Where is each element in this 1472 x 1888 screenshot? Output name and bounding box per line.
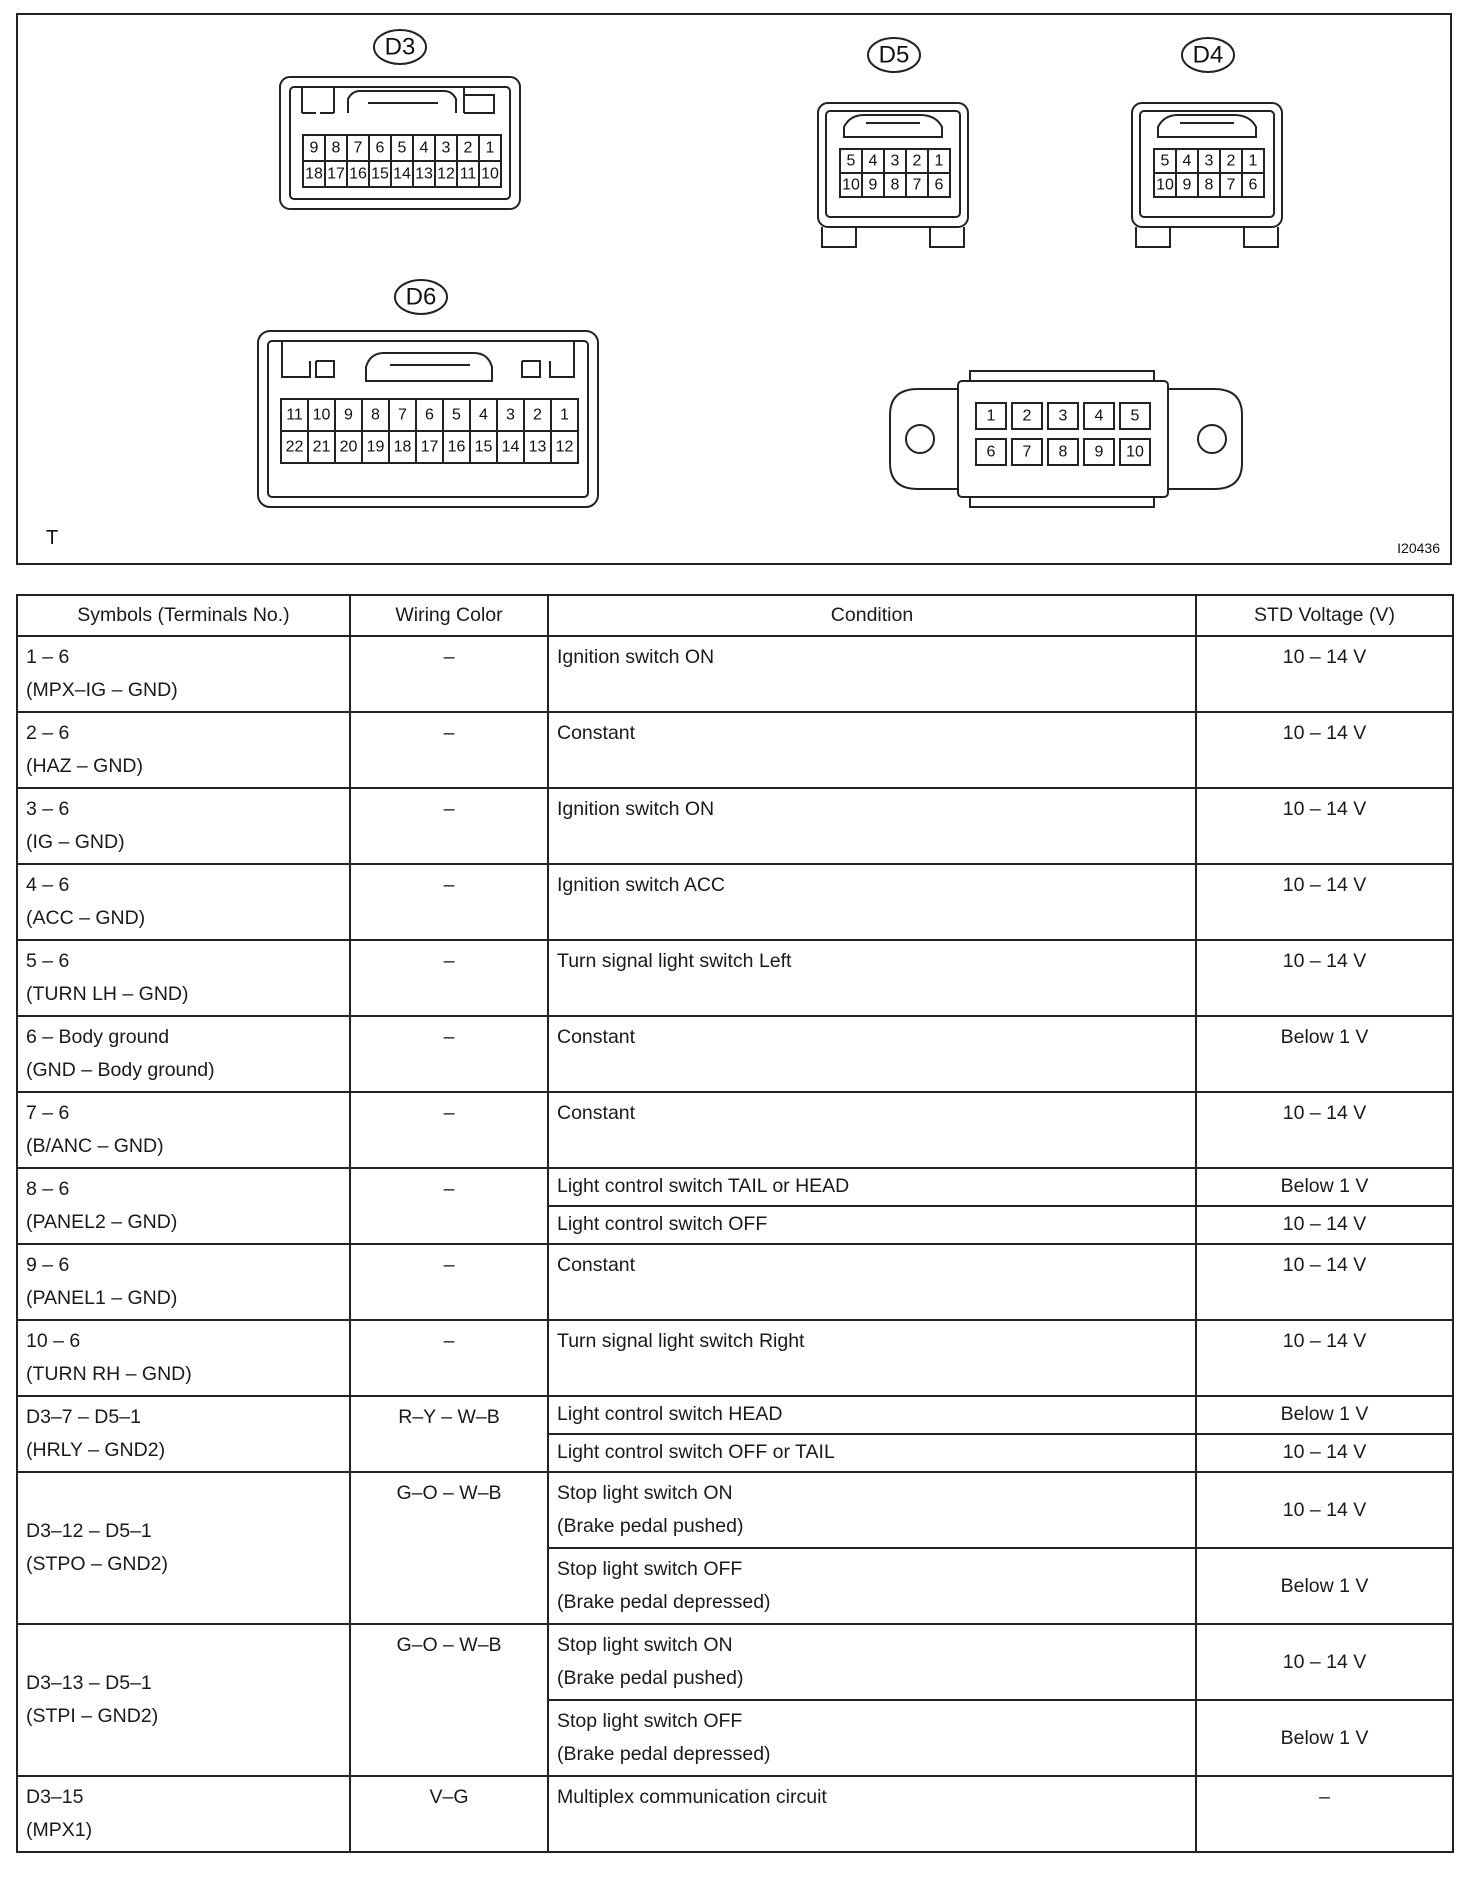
terminal-symbol-cell — [17, 940, 350, 1016]
wiring-color: V–G — [429, 1786, 469, 1808]
terminal-symbol-cell — [17, 1092, 350, 1168]
terminal-symbol: (HAZ – GND) — [26, 755, 143, 777]
condition-cell — [548, 1244, 1196, 1320]
terminal-number: 2 — [463, 139, 473, 157]
terminal-number: 16 — [349, 165, 367, 183]
terminal-number: 19 — [366, 438, 385, 456]
wiring-color: – — [443, 1026, 455, 1048]
std-voltage: 10 – 14 V — [1282, 646, 1367, 668]
terminal-number: 10 — [1156, 176, 1174, 194]
terminal-number: 2 — [1226, 152, 1236, 170]
connector-label: D4 — [1192, 41, 1224, 69]
condition-text: Light control switch HEAD — [557, 1403, 783, 1425]
connector-drawing — [18, 15, 1450, 563]
terminal-number: 13 — [528, 438, 547, 456]
condition-cell — [548, 1472, 1196, 1548]
wiring-color-cell — [350, 1472, 548, 1624]
table-row — [17, 1092, 1453, 1168]
condition-text: (Brake pedal pushed) — [557, 1667, 744, 1689]
std-voltage-cell — [1196, 1244, 1453, 1320]
terminal-symbol: 3 – 6 — [26, 798, 70, 820]
terminal-symbol: 9 – 6 — [26, 1254, 70, 1276]
terminal-symbol: (B/ANC – GND) — [26, 1135, 164, 1157]
condition-cell — [548, 940, 1196, 1016]
condition-cell — [548, 712, 1196, 788]
condition-text: Light control switch OFF or TAIL — [557, 1441, 835, 1463]
header-std-voltage: STD Voltage (V) — [1196, 595, 1453, 636]
table-row — [17, 1320, 1453, 1396]
condition-cell — [548, 1206, 1196, 1244]
terminal-number: 9 — [1182, 176, 1192, 194]
terminal-symbol: (IG – GND) — [26, 831, 125, 853]
terminal-number: 2 — [1022, 407, 1032, 425]
terminal-symbol: 2 – 6 — [26, 722, 70, 744]
wiring-color: G–O – W–B — [396, 1634, 502, 1656]
terminal-number: 7 — [1022, 443, 1032, 461]
terminal-number: 20 — [339, 438, 358, 456]
terminal-number: 11 — [459, 165, 477, 183]
terminal-number: 17 — [327, 165, 345, 183]
wiring-color-cell — [350, 1244, 548, 1320]
terminal-symbol-cell — [17, 636, 350, 712]
terminal-number: 9 — [1094, 443, 1104, 461]
condition-cell — [548, 864, 1196, 940]
terminal-symbol: 6 – Body ground — [26, 1026, 170, 1048]
terminal-number: 13 — [415, 165, 433, 183]
std-voltage: Below 1 V — [1280, 1403, 1369, 1425]
terminal-number: 2 — [533, 406, 542, 424]
condition-text: Multiplex communication circuit — [557, 1786, 827, 1808]
terminal-number: 4 — [479, 406, 488, 424]
terminal-symbol: 7 – 6 — [26, 1102, 70, 1124]
terminal-symbol: (ACC – GND) — [26, 907, 146, 929]
terminal-number: 16 — [447, 438, 466, 456]
std-voltage-cell — [1196, 864, 1453, 940]
condition-text: Constant — [557, 1102, 636, 1124]
terminal-symbol: (GND – Body ground) — [26, 1059, 215, 1081]
condition-cell — [548, 1396, 1196, 1434]
table-row — [17, 1244, 1453, 1320]
terminal-number: 15 — [371, 165, 389, 183]
terminal-number: 12 — [437, 165, 455, 183]
terminal-number: 4 — [868, 152, 878, 170]
table-row — [17, 1168, 1453, 1206]
condition-text: Stop light switch ON — [557, 1482, 733, 1504]
wiring-color-cell — [350, 636, 548, 712]
condition-text: Light control switch OFF — [557, 1213, 768, 1235]
terminal-number: 7 — [353, 139, 363, 157]
table-row — [17, 1776, 1453, 1852]
condition-text: Constant — [557, 1254, 636, 1276]
std-voltage: Below 1 V — [1280, 1726, 1369, 1749]
wiring-color-cell — [350, 1016, 548, 1092]
wiring-color-cell — [350, 1396, 548, 1472]
condition-text: Constant — [557, 722, 636, 744]
condition-cell — [548, 1548, 1196, 1624]
table-row — [17, 788, 1453, 864]
std-voltage-cell — [1196, 1168, 1453, 1206]
table-row — [17, 712, 1453, 788]
std-voltage-cell — [1196, 1776, 1453, 1852]
condition-text: Stop light switch OFF — [557, 1558, 743, 1580]
wiring-color: – — [443, 874, 455, 896]
terminal-symbol: 10 – 6 — [26, 1330, 81, 1352]
terminal-symbol-cell — [17, 1244, 350, 1320]
terminal-number: 7 — [912, 176, 922, 194]
terminal-number: 10 — [1126, 443, 1144, 461]
wiring-color: G–O – W–B — [396, 1482, 502, 1504]
connector-label: D3 — [384, 33, 416, 61]
terminal-symbol: (MPX1) — [26, 1819, 93, 1841]
header-wiring-color: Wiring Color — [350, 595, 548, 636]
std-voltage-cell — [1196, 788, 1453, 864]
wiring-color-cell — [350, 1776, 548, 1852]
terminal-number: 14 — [393, 165, 411, 183]
wiring-color: – — [443, 646, 455, 668]
terminal-symbol: (PANEL1 – GND) — [26, 1287, 178, 1309]
terminal-symbol-cell — [17, 1396, 350, 1472]
header-symbols: Symbols (Terminals No.) — [17, 595, 350, 636]
terminal-symbol-cell — [17, 1168, 350, 1244]
std-voltage-cell — [1196, 1624, 1453, 1700]
terminal-symbol-cell — [17, 864, 350, 940]
condition-cell — [548, 1320, 1196, 1396]
condition-text: Turn signal light switch Right — [557, 1330, 805, 1352]
condition-text: Ignition switch ON — [557, 646, 715, 668]
terminal-number: 9 — [868, 176, 878, 194]
terminal-voltage-table — [16, 594, 1454, 1853]
terminal-symbol-cell — [17, 712, 350, 788]
std-voltage: 10 – 14 V — [1282, 1213, 1367, 1235]
terminal-symbol: D3–7 – D5–1 — [26, 1406, 141, 1428]
std-voltage: 10 – 14 V — [1282, 1330, 1367, 1352]
terminal-number: 18 — [305, 165, 323, 183]
std-voltage-cell — [1196, 1320, 1453, 1396]
terminal-number: 7 — [398, 406, 407, 424]
std-voltage: Below 1 V — [1280, 1026, 1369, 1048]
condition-cell — [548, 636, 1196, 712]
terminal-number: 18 — [393, 438, 412, 456]
condition-text: Stop light switch OFF — [557, 1710, 743, 1732]
table-row — [17, 1016, 1453, 1092]
terminal-number: 8 — [1058, 443, 1068, 461]
terminal-symbol-cell — [17, 1016, 350, 1092]
terminal-symbol: D3–12 – D5–1 — [26, 1520, 152, 1542]
figure-id: I20436 — [1397, 540, 1440, 556]
terminal-number: 10 — [312, 406, 331, 424]
wiring-color: – — [443, 798, 455, 820]
std-voltage: 10 – 14 V — [1282, 722, 1367, 744]
std-voltage-cell — [1196, 636, 1453, 712]
terminal-number: 5 — [1130, 407, 1140, 425]
condition-cell — [548, 1092, 1196, 1168]
wiring-color: – — [443, 722, 455, 744]
std-voltage: 10 – 14 V — [1282, 1441, 1367, 1463]
std-voltage: Below 1 V — [1280, 1574, 1369, 1597]
wiring-color: – — [443, 1102, 455, 1124]
terminal-symbol-cell — [17, 1472, 350, 1624]
wiring-color: – — [443, 1330, 455, 1352]
condition-cell — [548, 1434, 1196, 1472]
terminal-number: 9 — [344, 406, 353, 424]
std-voltage-cell — [1196, 1434, 1453, 1472]
condition-cell — [548, 1168, 1196, 1206]
condition-cell — [548, 1624, 1196, 1700]
wiring-color-cell — [350, 1168, 548, 1244]
terminal-number: 3 — [506, 406, 515, 424]
terminal-number: 1 — [560, 406, 569, 424]
connector-label: D5 — [878, 41, 910, 69]
wiring-color: – — [443, 1178, 455, 1200]
terminal-number: 15 — [474, 438, 493, 456]
terminal-symbol-cell — [17, 1624, 350, 1776]
terminal-number: 8 — [890, 176, 900, 194]
terminal-number: 5 — [1160, 152, 1170, 170]
std-voltage: Below 1 V — [1280, 1175, 1369, 1197]
terminal-symbol: (STPO – GND2) — [26, 1553, 168, 1575]
std-voltage: 10 – 14 V — [1282, 798, 1367, 820]
terminal-number: 10 — [842, 176, 860, 194]
terminal-symbol: (TURN LH – GND) — [26, 983, 189, 1005]
terminal-number: 11 — [286, 406, 303, 424]
corner-mark: T — [46, 527, 59, 549]
std-voltage: 10 – 14 V — [1282, 1102, 1367, 1124]
wiring-color: – — [443, 1254, 455, 1276]
table-row — [17, 1624, 1453, 1700]
table-row — [17, 1396, 1453, 1434]
terminal-number: 8 — [371, 406, 380, 424]
wiring-color-cell — [350, 864, 548, 940]
terminal-number: 14 — [501, 438, 520, 456]
terminal-number: 4 — [1182, 152, 1192, 170]
condition-text: Ignition switch ON — [557, 798, 715, 820]
terminal-number: 3 — [1204, 152, 1214, 170]
wiring-color-cell — [350, 940, 548, 1016]
condition-text: Stop light switch ON — [557, 1634, 733, 1656]
terminal-number: 6 — [934, 176, 944, 194]
terminal-number: 4 — [1094, 407, 1104, 425]
connector-diagram — [16, 13, 1452, 565]
terminal-symbol: D3–15 — [26, 1786, 84, 1808]
connector-label: D6 — [405, 283, 437, 311]
terminal-symbol-cell — [17, 1776, 350, 1852]
wiring-color: R–Y – W–B — [398, 1406, 500, 1428]
terminal-number: 6 — [375, 139, 385, 157]
terminal-number: 21 — [312, 438, 331, 456]
condition-cell — [548, 1016, 1196, 1092]
std-voltage-cell — [1196, 1700, 1453, 1776]
std-voltage: 10 – 14 V — [1282, 1498, 1367, 1521]
std-voltage-cell — [1196, 1396, 1453, 1434]
table-row — [17, 864, 1453, 940]
std-voltage: 10 – 14 V — [1282, 874, 1367, 896]
terminal-symbol: (STPI – GND2) — [26, 1705, 159, 1727]
terminal-symbol: (HRLY – GND2) — [26, 1439, 166, 1461]
terminal-number: 5 — [452, 406, 461, 424]
terminal-number: 3 — [1058, 407, 1068, 425]
wiring-color-cell — [350, 1320, 548, 1396]
terminal-symbol: 4 – 6 — [26, 874, 70, 896]
condition-cell — [548, 788, 1196, 864]
terminal-number: 1 — [986, 407, 996, 425]
terminal-number: 12 — [555, 438, 574, 456]
terminal-number: 1 — [485, 139, 495, 157]
wiring-color-cell — [350, 1624, 548, 1776]
wiring-color: – — [443, 950, 455, 972]
condition-text: (Brake pedal depressed) — [557, 1591, 771, 1613]
terminal-symbol: 8 – 6 — [26, 1178, 70, 1200]
terminal-number: 5 — [846, 152, 856, 170]
std-voltage-cell — [1196, 1472, 1453, 1548]
terminal-symbol: 1 – 6 — [26, 646, 70, 668]
terminal-symbol: (TURN RH – GND) — [26, 1363, 192, 1385]
terminal-number: 3 — [890, 152, 900, 170]
terminal-number: 17 — [420, 438, 439, 456]
wiring-color-cell — [350, 1092, 548, 1168]
std-voltage: – — [1319, 1786, 1330, 1808]
terminal-symbol: (PANEL2 – GND) — [26, 1211, 178, 1233]
condition-text: (Brake pedal depressed) — [557, 1743, 771, 1765]
wiring-color-cell — [350, 788, 548, 864]
terminal-number: 9 — [309, 139, 319, 157]
table-row — [17, 940, 1453, 1016]
std-voltage: 10 – 14 V — [1282, 1650, 1367, 1673]
terminal-number: 1 — [1248, 152, 1258, 170]
header-condition: Condition — [548, 595, 1196, 636]
terminal-number: 1 — [934, 152, 944, 170]
condition-text: Ignition switch ACC — [557, 874, 725, 896]
terminal-symbol: 5 – 6 — [26, 950, 70, 972]
wiring-color-cell — [350, 712, 548, 788]
std-voltage: 10 – 14 V — [1282, 1254, 1367, 1276]
terminal-number: 7 — [1226, 176, 1236, 194]
condition-cell — [548, 1776, 1196, 1852]
std-voltage-cell — [1196, 712, 1453, 788]
table-header-row — [17, 595, 1453, 636]
std-voltage-cell — [1196, 1016, 1453, 1092]
condition-text: Turn signal light switch Left — [557, 950, 792, 972]
terminal-number: 22 — [285, 438, 304, 456]
terminal-number: 5 — [397, 139, 407, 157]
condition-text: Constant — [557, 1026, 636, 1048]
terminal-number: 10 — [481, 165, 499, 183]
terminal-number: 6 — [1248, 176, 1258, 194]
terminal-number: 6 — [425, 406, 434, 424]
terminal-number: 3 — [441, 139, 451, 157]
std-voltage-cell — [1196, 1548, 1453, 1624]
std-voltage-cell — [1196, 1092, 1453, 1168]
terminal-symbol-cell — [17, 788, 350, 864]
condition-text: (Brake pedal pushed) — [557, 1515, 744, 1537]
std-voltage-cell — [1196, 940, 1453, 1016]
condition-text: Light control switch TAIL or HEAD — [557, 1175, 850, 1197]
terminal-symbol: D3–13 – D5–1 — [26, 1672, 152, 1694]
table-row — [17, 1472, 1453, 1548]
std-voltage-cell — [1196, 1206, 1453, 1244]
terminal-number: 2 — [912, 152, 922, 170]
terminal-symbol-cell — [17, 1320, 350, 1396]
condition-cell — [548, 1700, 1196, 1776]
table-row — [17, 636, 1453, 712]
terminal-number: 4 — [419, 139, 429, 157]
terminal-number: 8 — [331, 139, 341, 157]
terminal-symbol: (MPX–IG – GND) — [26, 679, 178, 701]
terminal-number: 8 — [1204, 176, 1214, 194]
terminal-number: 6 — [986, 443, 996, 461]
std-voltage: 10 – 14 V — [1282, 950, 1367, 972]
